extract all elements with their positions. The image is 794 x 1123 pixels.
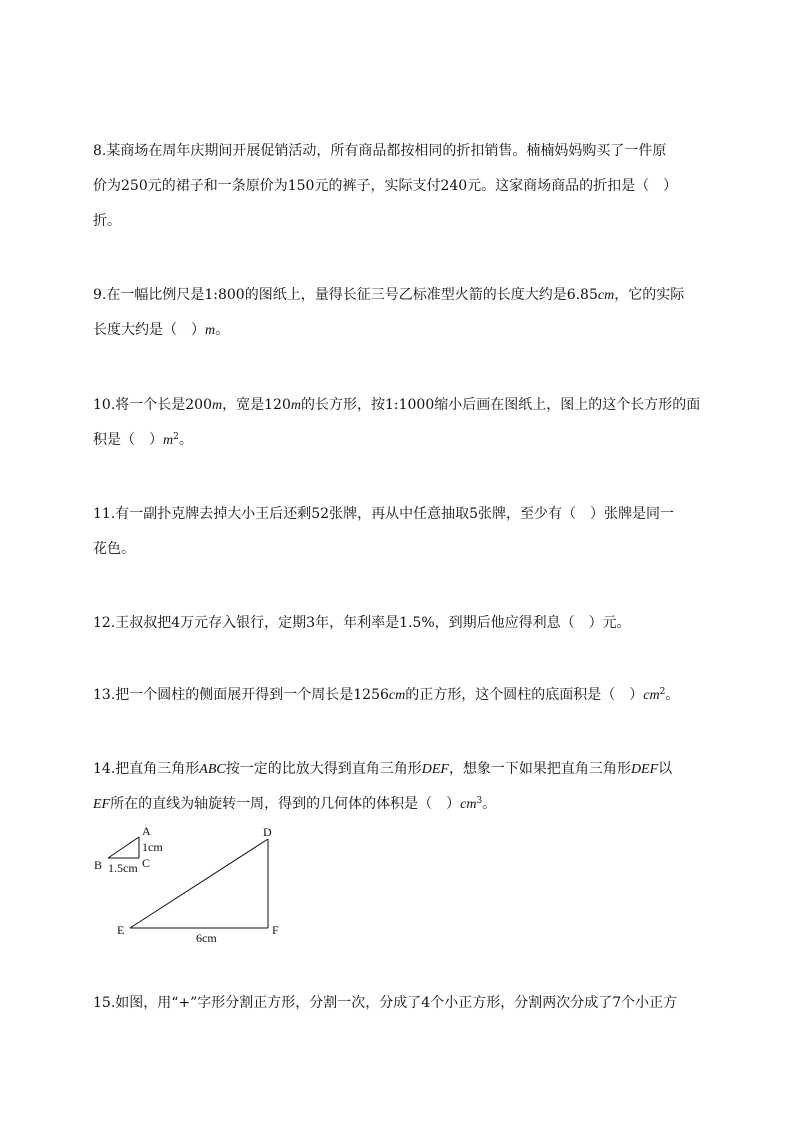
q9-text-a: 9.在一幅比例尺是1:800的图纸上，量得长征三号乙标准型火箭的长度大约是6.85 [93, 287, 598, 303]
q13-text-c: 。 [665, 687, 680, 703]
q12-line-1: 12.王叔叔把4万元存入银行，定期3年，年利率是1.5%，到期后他应得利息（ ）元。 [93, 615, 631, 631]
q13-text-b: 的正方形，这个圆柱的底面积是（ ） [405, 687, 644, 703]
q13-unit-cm-sq: cm [643, 688, 660, 703]
q14-abc: ABC [199, 762, 226, 777]
q8-line-1: 8.某商场在周年庆期间开展促销活动，所有商品都按相同的折扣销售。楠楠妈妈购买了一件原 [93, 143, 667, 159]
q14-text-d: 以 [658, 761, 673, 777]
label-c: C [142, 856, 151, 870]
q13-exponent: 2 [659, 687, 666, 697]
q13-text-a: 13.把一个圆柱的侧面展开得到一个周长是1256 [93, 687, 389, 703]
q9-line-2 [93, 320, 229, 341]
q14-text-c: ，想象一下如果把直角三角形 [448, 761, 631, 777]
q15-line-1: 15.如图，用“+”字形分割正方形，分割一次，分成了4个小正方形，分割两次分成了7个小正方 [93, 995, 678, 1011]
q11-line-1: 11.有一副扑克牌去掉大小王后还剩52张牌，再从中任意抽取5张牌，至少有（ ）张牌是同一 [93, 506, 674, 522]
label-d: D [263, 825, 272, 839]
q10-line2-text-a: 积是（ ） [93, 432, 163, 448]
length-bc: 1.5cm [108, 861, 138, 875]
q14-line2-text-a: 所在的直线为轴旋转一周，得到的几何体的体积是（ ） [110, 796, 461, 812]
q14-ef: EF [93, 797, 111, 812]
q14-line-2 [93, 794, 496, 815]
q14-line2-text-b: 。 [482, 796, 497, 812]
label-a: A [142, 824, 151, 838]
q10-text-b: ，宽是120 [222, 397, 291, 413]
q13-line-1 [93, 685, 679, 706]
q10-text-a: 10.将一个长是200 [93, 397, 212, 413]
q13-unit-cm: cm [388, 688, 406, 703]
q14-exponent: 3 [476, 796, 483, 806]
q10-line-1 [93, 395, 700, 416]
q14-def-1: DEF [421, 762, 449, 777]
q10-exponent: 2 [173, 432, 179, 442]
q9-unit-m: m [205, 323, 216, 338]
q10-line-2 [93, 430, 193, 451]
q8-line-2: 价为250元的裙子和一条原价为150元的裤子，实际支付240元。这家商场商品的折扣是（ ） [93, 178, 678, 194]
q14-text-b: 按一定的比放大得到直角三角形 [225, 761, 422, 777]
q10-text-c: 的长方形，按1:1000缩小后画在图纸上，图上的这个长方形的面 [300, 397, 701, 413]
length-ef: 6cm [196, 931, 217, 945]
q14-text-a: 14.把直角三角形 [93, 761, 200, 777]
q8-line-3: 折。 [93, 213, 121, 229]
triangle-abc-side-ab [108, 837, 139, 858]
q10-unit-m2: m [290, 398, 301, 413]
q9-line2-text-b: 。 [215, 322, 230, 338]
label-e: E [117, 923, 125, 937]
q9-line2-text-a: 长度大约是（ ） [93, 322, 205, 338]
label-b: B [94, 858, 103, 872]
q9-unit-cm: cm [597, 288, 615, 303]
triangles-figure [85, 818, 305, 948]
q11-line-2: 花色。 [93, 541, 135, 557]
label-f: F [272, 923, 279, 937]
q14-unit-cm-cube: cm [460, 797, 477, 812]
q9-text-b: ，它的实际 [614, 287, 685, 303]
q14-def-2: DEF [630, 762, 659, 777]
q10-unit-m1: m [212, 398, 223, 413]
q9-line-1 [93, 285, 684, 306]
q10-line2-text-b: 。 [178, 432, 193, 448]
length-ac: 1cm [142, 840, 163, 854]
q14-line-1 [93, 759, 672, 780]
q10-unit-m-sq: m [163, 433, 174, 448]
